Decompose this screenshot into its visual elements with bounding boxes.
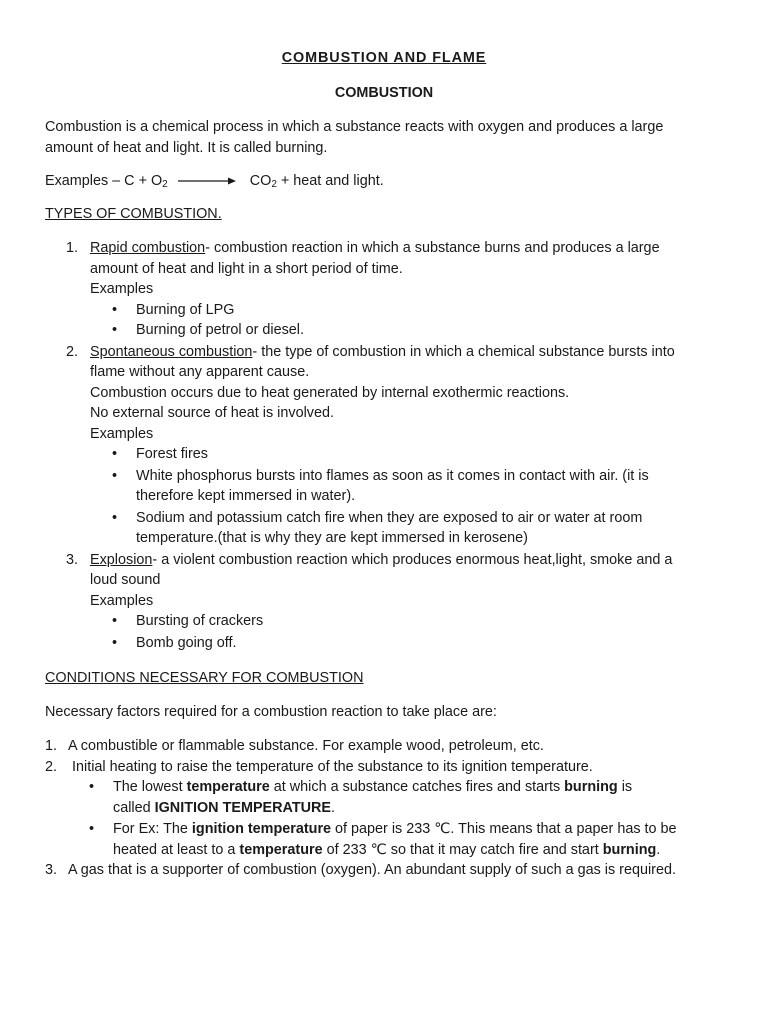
list-number: 1.	[45, 738, 58, 754]
condition-item: 3. A gas that is a supporter of combustion (oxygen). An abundant supply of such a gas is required.	[45, 860, 725, 881]
type-item-rapid	[66, 238, 726, 341]
type-definition-line: No external source of heat is involved.	[90, 405, 334, 421]
type-definition-line: loud sound	[90, 572, 161, 588]
examples-label: Examples	[90, 281, 154, 297]
examples-label: Examples	[90, 592, 154, 609]
reaction-arrow-icon	[178, 176, 236, 186]
type-term: Rapid combustion	[90, 240, 206, 256]
example-item: • Bomb going off.	[90, 633, 726, 654]
subscript: 2	[271, 179, 277, 190]
example-item: • Bursting of crackers	[90, 611, 726, 632]
types-heading: TYPES OF COMBUSTION.	[45, 206, 222, 222]
condition-item: 2. Initial heating to raise the temperature of the substance to its ignition temperature.	[45, 757, 725, 778]
type-item-explosion	[66, 550, 726, 654]
subscript: 2	[162, 179, 168, 190]
equation-product: CO	[249, 173, 272, 189]
condition-item: 1. A combustible or flammable substance. For example wood, petroleum, etc.	[45, 736, 725, 757]
list-number: 1.	[66, 240, 79, 256]
intro-line: amount of heat and light. It is called burning.	[45, 139, 328, 156]
list-number: 3.	[66, 551, 79, 568]
conditions-intro: Necessary factors required for a combustion reaction to take place are:	[45, 704, 497, 720]
example-item: • White phosphorus bursts into flames as soon as it comes in contact with air. (it is therefore kept immersed in water).	[90, 466, 726, 507]
condition-bullet: • For Ex: The ignition temperature of paper is 233 ℃. This means that a paper has to be heated at least to a temperature of 233 ℃ so that it may catch fire and start burning.	[67, 819, 725, 860]
type-item-spontaneous	[66, 342, 726, 549]
list-number: 3.	[45, 862, 58, 878]
types-list	[66, 238, 726, 653]
type-term: Explosion	[90, 551, 153, 568]
type-definition: - a violent combustion reaction which produces enormous heat,light, smoke and a	[152, 551, 673, 568]
examples-label: Examples	[90, 425, 154, 442]
type-definition: - the type of combustion in which a chemical substance bursts into	[252, 343, 675, 360]
type-definition: - combustion reaction in which a substance burns and produces a large	[205, 240, 660, 256]
type-definition-line: flame without any apparent cause.	[90, 364, 310, 380]
type-definition-line: Combustion occurs due to heat generated by internal exothermic reactions.	[90, 384, 570, 401]
intro-paragraph	[45, 117, 725, 158]
conditions-heading: CONDITIONS NECESSARY FOR COMBUSTION	[45, 670, 364, 686]
chemical-equation	[45, 171, 725, 192]
equation-suffix: + heat and light.	[276, 173, 384, 189]
example-item: • Forest fires	[90, 444, 726, 465]
section-title: COMBUSTION	[334, 85, 434, 101]
intro-line: Combustion is a chemical process in which a substance reacts with oxygen and produces a large	[45, 119, 664, 135]
conditions-list	[45, 736, 725, 881]
equation-reactants: Examples – C + O	[45, 173, 163, 189]
list-number: 2.	[66, 343, 79, 360]
list-number: 2.	[45, 758, 58, 775]
type-definition-line: amount of heat and light in a short period of time.	[90, 260, 403, 277]
example-item: • Sodium and potassium catch fire when they are exposed to air or water at room temperature.(that is why they are kept immersed in kerosene)	[90, 508, 726, 549]
example-item: • Burning of petrol or diesel.	[90, 320, 726, 341]
condition-bullet: • The lowest temperature at which a substance catches fires and starts burning is called IGNITION TEMPERATURE.	[67, 777, 725, 818]
example-item: • Burning of LPG	[90, 300, 726, 321]
type-term: Spontaneous combustion	[90, 343, 253, 360]
document-title: COMBUSTION AND FLAME	[281, 50, 487, 66]
